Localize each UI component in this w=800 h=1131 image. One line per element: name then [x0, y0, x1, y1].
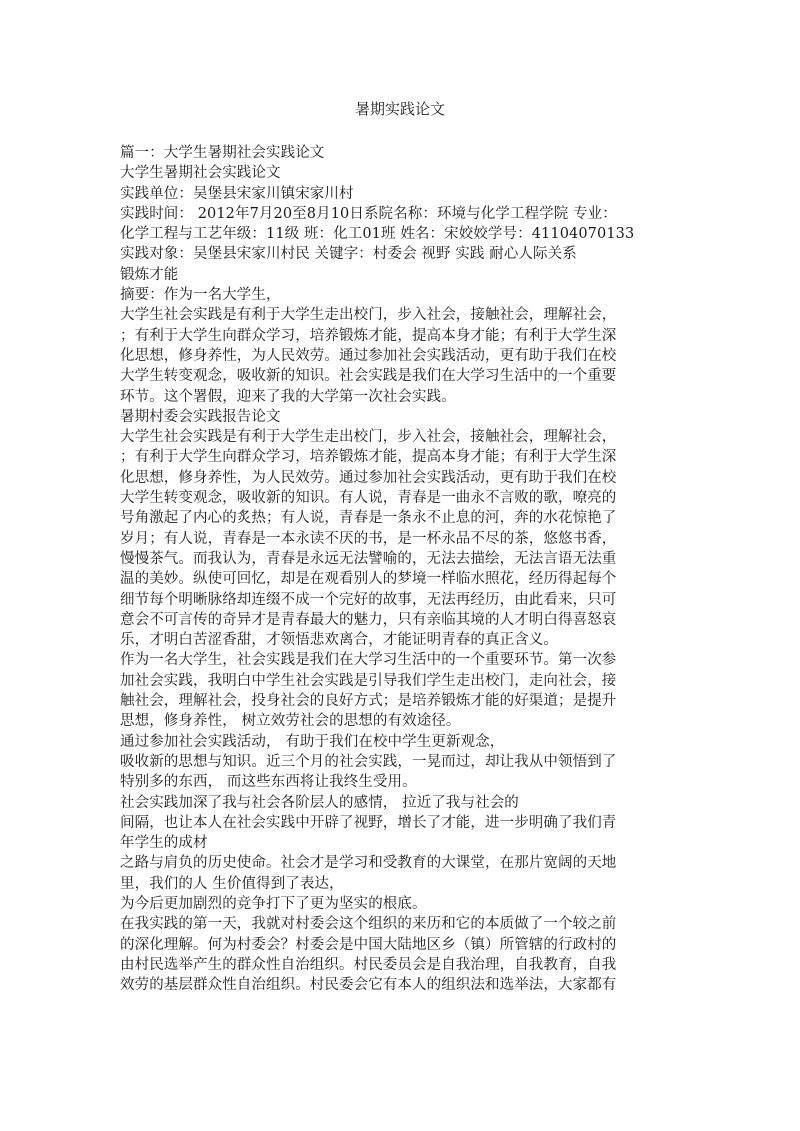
text-line: 大学生暑期社会实践论文: [120, 165, 281, 182]
text-line: ；有利于大学生向群众学习，培养锻炼才能，提高本身才能；有利于大学生深: [120, 327, 617, 344]
text-line: 作为一名大学生，社会实践是我们在大学习生活中的一个重要环节。第一次参: [120, 652, 617, 669]
text-line: 实践时间： 2012年7月20至8月10日系院名称：环境与化学工程学院 专业：: [120, 205, 617, 222]
text-line: 温的美妙。纵使可回忆，却是在观看别人的梦境一样临水照花，经历得起每个: [120, 571, 617, 588]
text-line: 吸收新的思想与知识。近三个月的社会实践，一晃而过，却让我从中领悟到了: [120, 753, 617, 770]
text-line: 里，我们的人 生价值得到了表达，: [120, 875, 344, 892]
text-line: 大学生社会实践是有利于大学生走出校门，步入社会，接触社会，理解社会，: [120, 307, 617, 324]
text-line: 岁月；有人说，青春是一本永读不厌的书，是一杯永品不尽的茶，悠悠书香，: [120, 530, 617, 547]
text-line: 化学工程与工艺年级：11级 班：化工01班 姓名：宋姣姣学号：41104070133: [120, 226, 635, 243]
text-line: 加社会实践，我明白中学生社会实践是引导我们学生走出校门，走向社会，接: [120, 672, 617, 689]
text-line: 化思想，修身养性，为人民效劳。通过参加社会实践活动，更有助于我们在校: [120, 347, 617, 364]
text-line: 大学生转变观念，吸收新的知识。有人说，青春是一曲永不言败的歌，嘹亮的: [120, 490, 617, 507]
text-line: 乐，才明白苦涩香甜，才领悟悲欢离合，才能证明青春的真正含义。: [120, 632, 558, 649]
text-line: 通过参加社会实践活动， 有助于我们在校中学生更新观念，: [120, 733, 505, 750]
text-line: 年学生的成材: [120, 835, 208, 852]
text-line: ；有利于大学生向群众学习，培养锻炼才能，提高本身才能；有利于大学生深: [120, 449, 617, 466]
text-line: 在我实践的第一天，我就对村委会这个组织的来历和它的本质做了一个较之前: [120, 916, 617, 933]
text-line: 摘要：作为一名大学生，: [120, 287, 281, 304]
text-line: 之路与肩负的历史使命。社会才是学习和受教育的大课堂，在那片宽阔的天地: [120, 855, 617, 872]
text-line: 的深化理解。何为村委会？村委会是中国大陆地区乡（镇）所管辖的行政村的: [120, 936, 617, 953]
text-line: 为今后更加剧烈的竞争打下了更为坚实的根底。: [120, 895, 427, 912]
text-line: 环节。这个署假，迎来了我的大学第一次社会实践。: [120, 388, 456, 405]
text-line: 篇一：大学生暑期社会实践论文: [120, 145, 325, 161]
text-line: 触社会，理解社会，投身社会的良好方式；是培养锻炼才能的好渠道；是提升: [120, 693, 617, 710]
text-line: 大学生转变观念，吸收新的知识。社会实践是我们在大学习生活中的一个重要: [120, 368, 617, 385]
text-line: 效劳的基层群众性自治组织。村民委会它有本人的组织法和选举法，大家都有: [120, 977, 617, 994]
text-line: 实践单位：吴堡县宋家川镇宋家川村: [120, 185, 354, 202]
text-line: 间隔，也让本人在社会实践中开辟了视野，增长了才能，进一步明确了我们青: [120, 814, 617, 831]
text-line: 锻炼才能: [120, 266, 179, 283]
text-line: 思想，修身养性， 树立效劳社会的思想的有效途径。: [120, 713, 461, 730]
text-line: 化思想，修身养性，为人民效劳。通过参加社会实践活动，更有助于我们在校: [120, 469, 617, 486]
text-line: 暑期村委会实践报告论文: [120, 408, 281, 425]
text-line: 大学生社会实践是有利于大学生走出校门，步入社会，接触社会，理解社会，: [120, 429, 617, 446]
text-line: 社会实践加深了我与社会各阶层人的感情， 拉近了我与社会的: [120, 794, 519, 811]
text-line: 细节每个明晰脉络却连缀不成一个完好的故事，无法再经历，由此看来，只可: [120, 591, 617, 608]
text-line: 特别多的东西， 而这些东西将让我终生受用。: [120, 774, 417, 791]
text-line: 意会不可言传的奇异才是青春最大的魅力，只有亲临其境的人才明白得喜怒哀: [120, 611, 617, 628]
document-body: [120, 143, 680, 995]
text-line: 号角激起了内心的炙热；有人说，青春是一条永不止息的河，奔的水花惊艳了: [120, 510, 617, 527]
text-line: 慢慢茶气。而我认为，青春是永远无法譬喻的，无法去描绘，无法言语无法重: [120, 550, 617, 567]
text-line: 实践对象：吴堡县宋家川村民 关键字：村委会 视野 实践 耐心人际关系: [120, 246, 577, 263]
text-line: 由村民选举产生的群众性自治组织。村民委员会是自我治理，自我教育，自我: [120, 956, 617, 973]
document-title: 暑期实践论文: [354, 100, 445, 118]
